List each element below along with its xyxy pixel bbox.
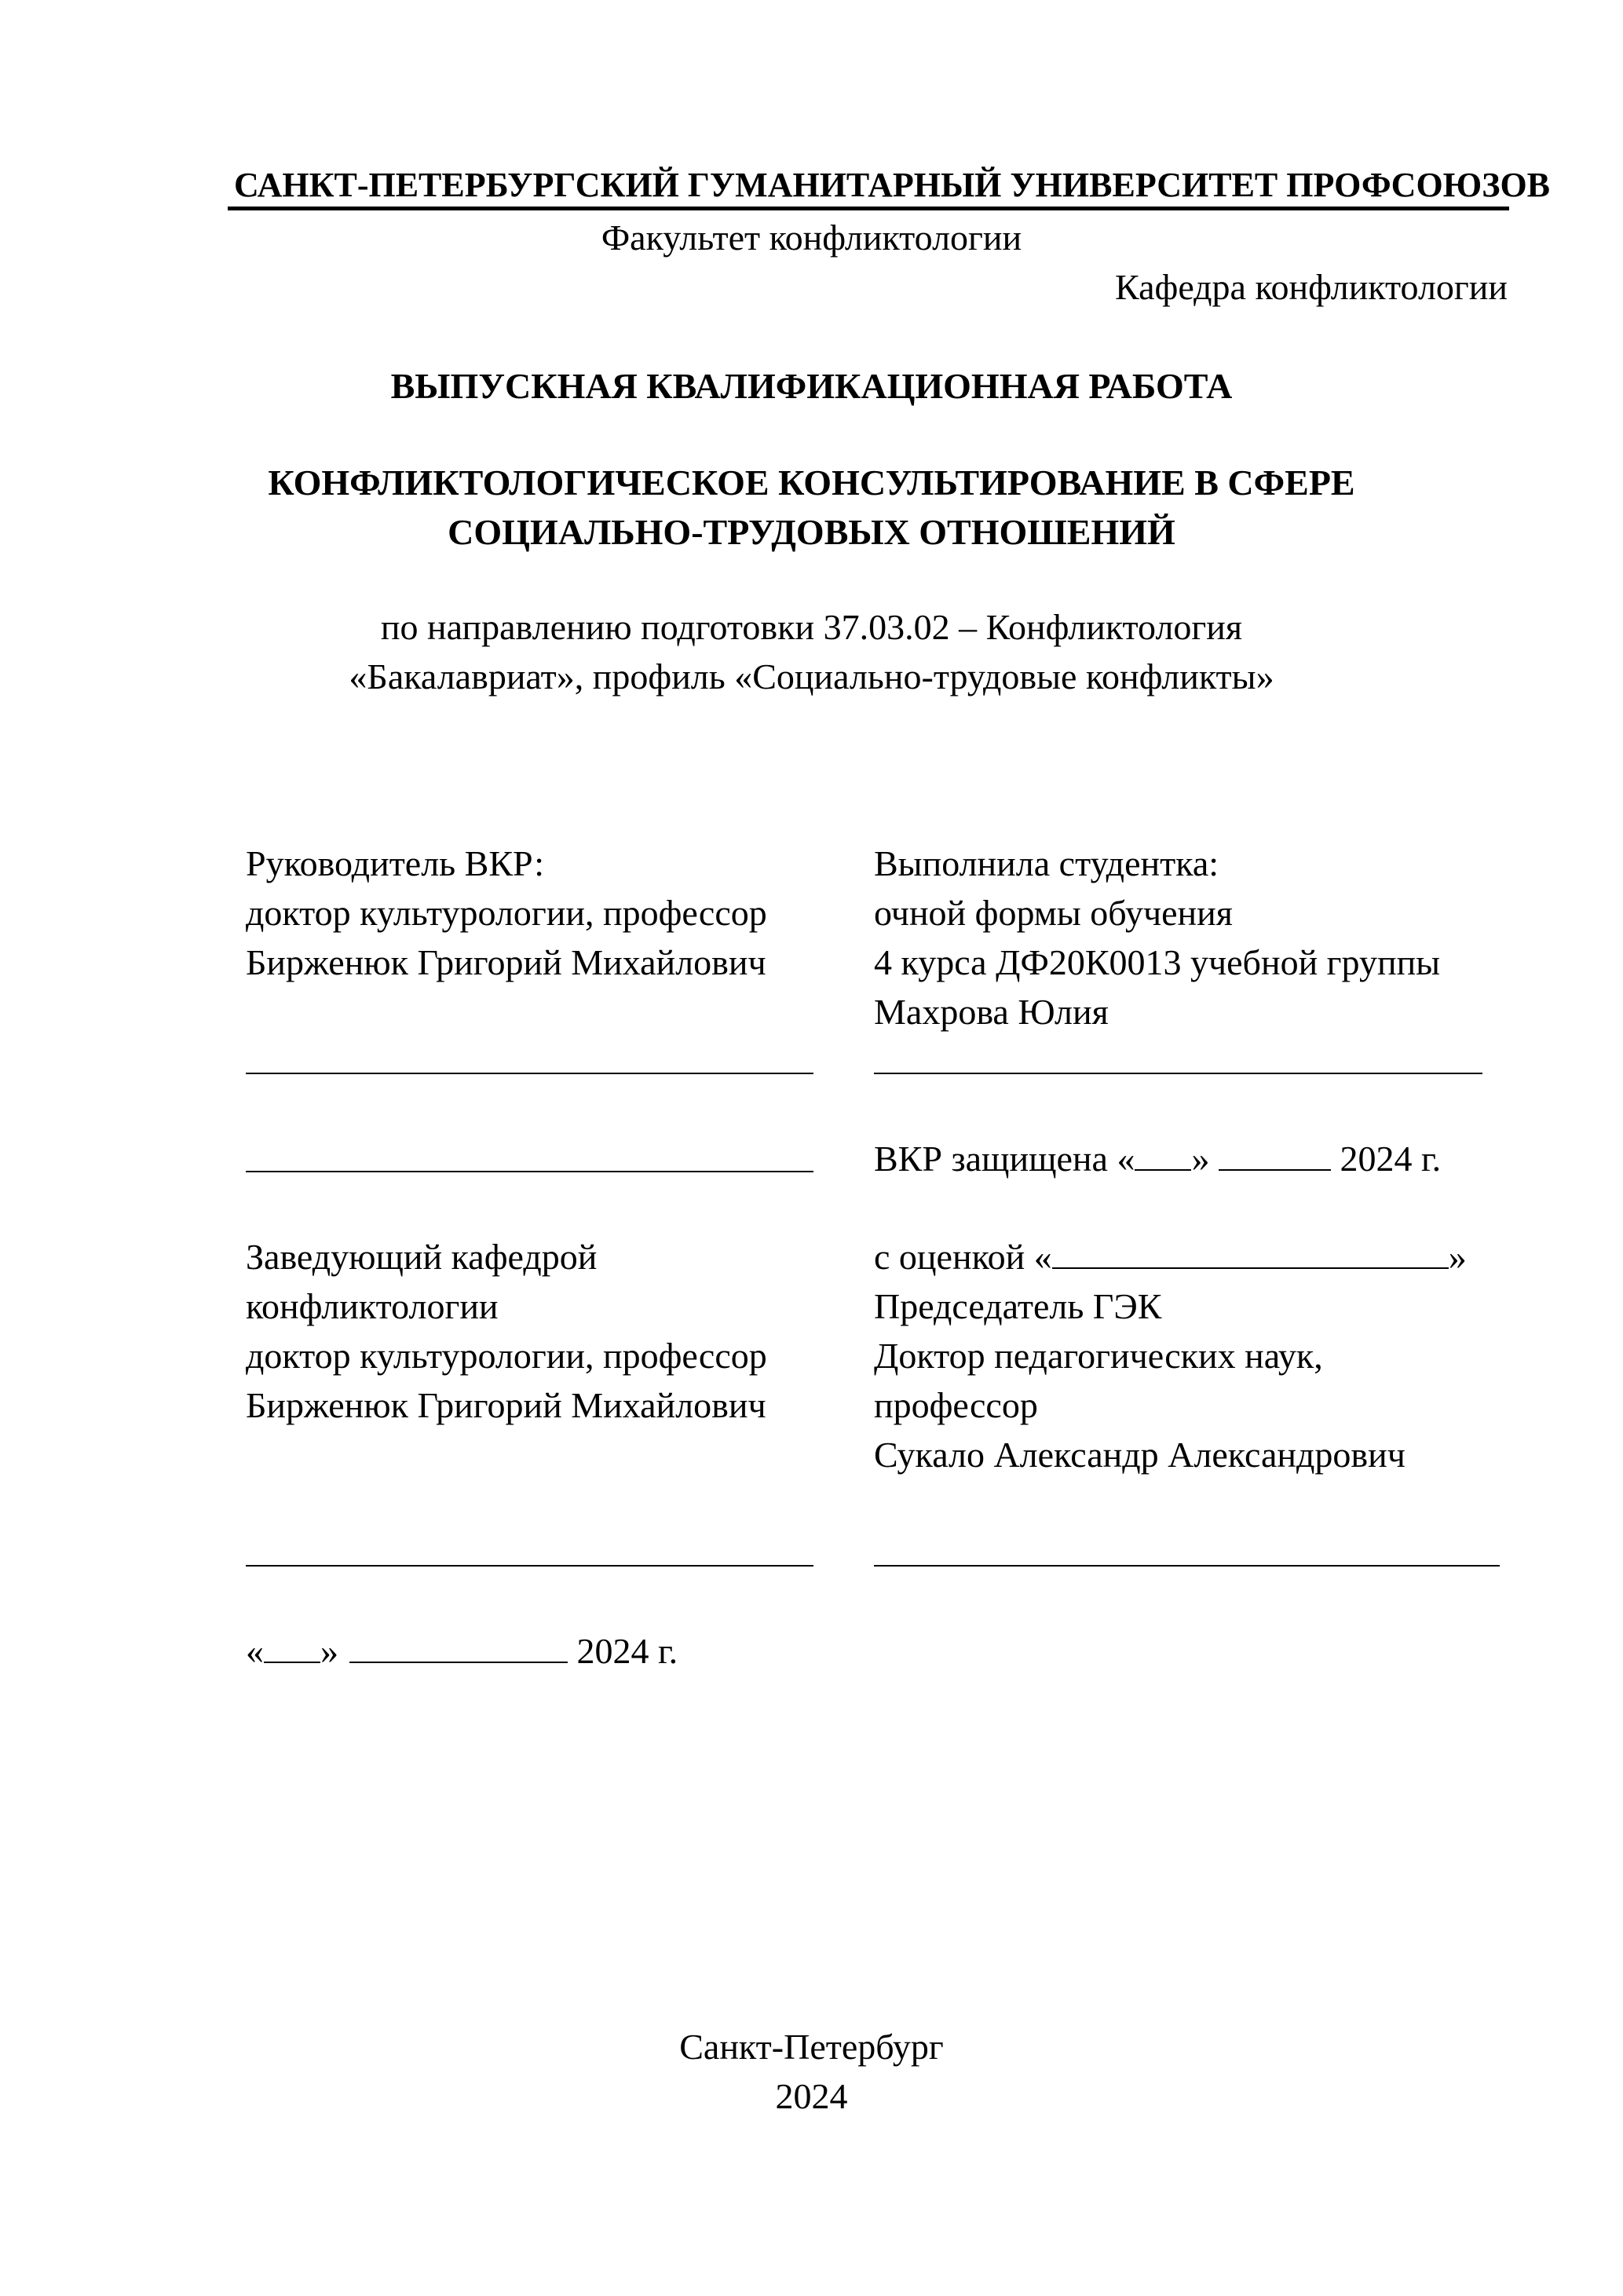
sign-date-row xyxy=(246,1633,678,1669)
faculty-name: Факультет конфликтологии xyxy=(601,218,1022,258)
department-name: Кафедра конфликтологии xyxy=(1115,267,1508,307)
topic-title-line-2: СОЦИАЛЬНО-ТРУДОВЫХ ОТНОШЕНИЙ xyxy=(448,512,1175,552)
defense-suffix: » xyxy=(1191,1139,1219,1179)
commission-label: Председатель ГЭК xyxy=(874,1286,1162,1326)
header-rule xyxy=(228,207,1509,210)
head-label: Заведующий кафедрой xyxy=(246,1237,598,1277)
commission-degree-2: профессор xyxy=(874,1385,1038,1425)
head-label-2: конфликтологии xyxy=(246,1286,499,1326)
grade-prefix: с оценкой « xyxy=(874,1237,1052,1277)
commission-signature-line xyxy=(874,1565,1500,1567)
grade-suffix: » xyxy=(1448,1237,1467,1277)
direction-line-1: по направлению подготовки 37.03.02 – Конфликтология xyxy=(380,607,1243,647)
defense-date-row xyxy=(874,1141,1441,1177)
university-name: САНКТ-ПЕТЕРБУРГСКИЙ ГУМАНИТАРНЫЙ УНИВЕРСИТЕТ ПРОФСОЮЗОВ xyxy=(234,166,1551,204)
student-name: Махрова Юлия xyxy=(874,992,1109,1032)
defense-day-blank xyxy=(1135,1141,1191,1171)
commission-name: Сукало Александр Александрович xyxy=(874,1435,1406,1475)
supervisor-name: Бирженюк Григорий Михайлович xyxy=(246,942,766,982)
head-name: Бирженюк Григорий Михайлович xyxy=(246,1385,766,1425)
grade-blank xyxy=(1052,1239,1449,1269)
defense-prefix: ВКР защищена « xyxy=(874,1139,1135,1179)
defense-year: 2024 г. xyxy=(1330,1139,1442,1179)
commission-degree-1: Доктор педагогических наук, xyxy=(874,1336,1323,1376)
head-degree: доктор культурологии, профессор xyxy=(246,1336,767,1376)
date-month-blank xyxy=(349,1633,568,1663)
date-close-quote: » xyxy=(320,1631,338,1671)
defense-month-blank xyxy=(1219,1141,1331,1171)
student-signature-line xyxy=(874,1073,1482,1074)
date-year: 2024 г. xyxy=(568,1631,678,1671)
topic-title-line-1: КОНФЛИКТОЛОГИЧЕСКОЕ КОНСУЛЬТИРОВАНИЕ В СФЕРЕ xyxy=(268,462,1355,503)
date-open-quote: « xyxy=(246,1631,264,1671)
student-group: 4 курса ДФ20К0013 учебной группы xyxy=(874,942,1441,982)
footer-year: 2024 xyxy=(775,2076,848,2116)
work-type-title: ВЫПУСКНАЯ КВАЛИФИКАЦИОННАЯ РАБОТА xyxy=(390,366,1233,406)
supervisor-degree: доктор культурологии, профессор xyxy=(246,893,767,933)
student-form: очной формы обучения xyxy=(874,893,1233,933)
footer-city: Санкт-Петербург xyxy=(679,2027,944,2067)
grade-row xyxy=(874,1239,1467,1275)
head-signature-line xyxy=(246,1565,813,1567)
direction-line-2: «Бакалавриат», профиль «Социально-трудовые конфликты» xyxy=(349,656,1274,696)
supervisor-date-line xyxy=(246,1171,813,1172)
student-label: Выполнила студентка: xyxy=(874,843,1219,883)
date-day-blank xyxy=(264,1633,320,1663)
supervisor-label: Руководитель ВКР: xyxy=(246,843,545,883)
supervisor-signature-line xyxy=(246,1073,813,1074)
